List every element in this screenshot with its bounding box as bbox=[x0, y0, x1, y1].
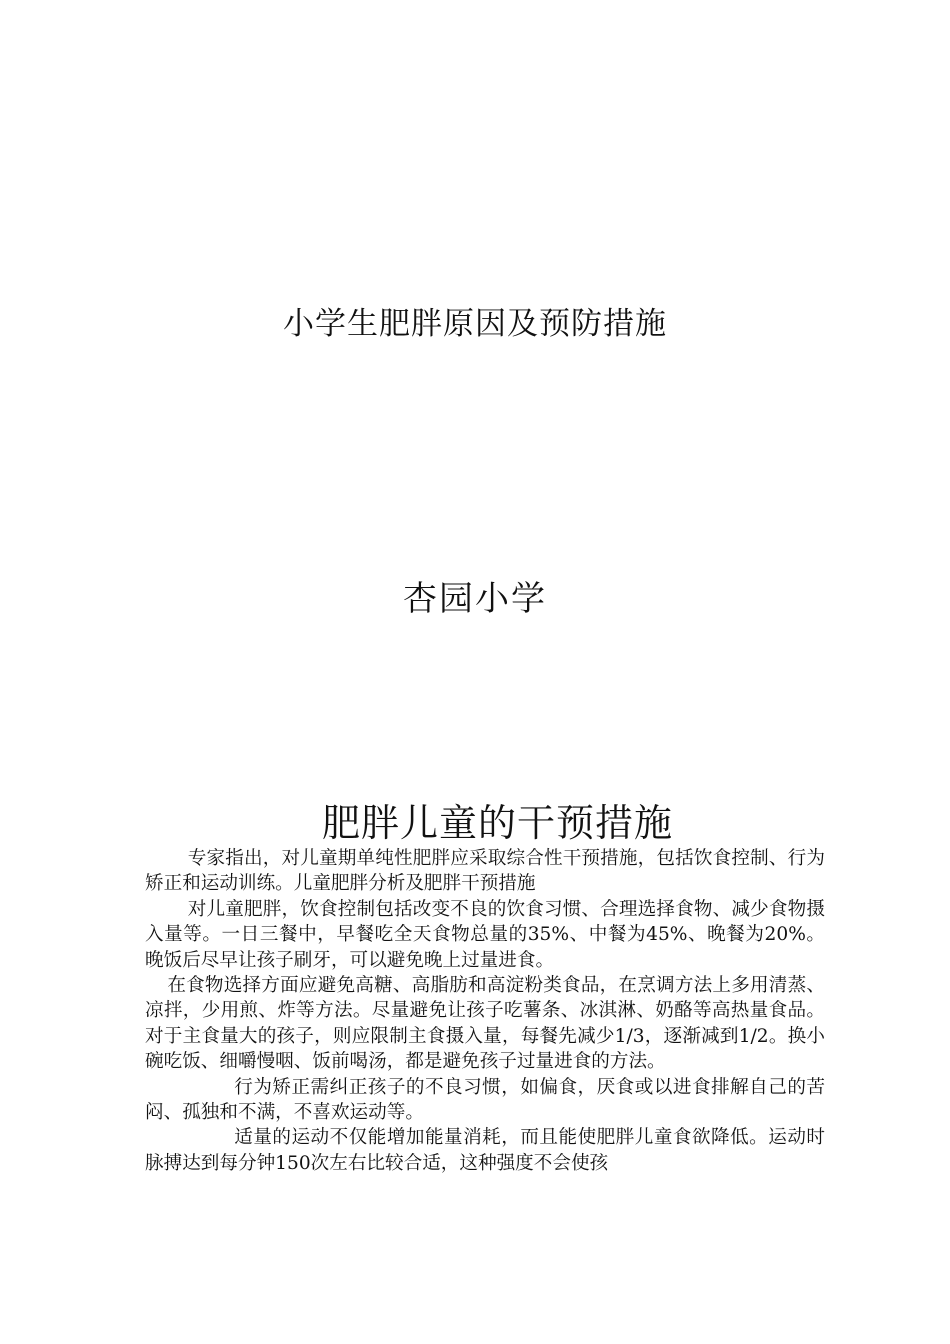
section-heading: 肥胖儿童的干预措施 bbox=[321, 801, 673, 845]
paragraph: 适量的运动不仅能增加能量消耗，而且能使肥胖儿童食欲降低。运动时脉搏达到每分钟150次左右比较合适，这种强度不会使孩 bbox=[145, 1127, 825, 1174]
school-name: 杏园小学 bbox=[403, 579, 547, 619]
paragraph: 在食物选择方面应避免高糖、高脂肪和高淀粉类食品，在烹调方法上多用清蒸、凉拌，少用煎、炸等方法。尽量避免让孩子吃薯条、冰淇淋、奶酪等高热量食品。对于主食量大的孩子，则应限制主食摄入量，每餐先减少1/3，逐渐减到1/2。换小碗吃饭、细嚼慢咽、饭前喝汤，都是避免孩子过量进食的方法。 bbox=[145, 975, 825, 1073]
paragraph: 对儿童肥胖，饮食控制包括改变不良的饮食习惯、合理选择食物、减少食物摄入量等。一日三餐中，早餐吃全天食物总量的35%、中餐为45%、晚餐为20%。晚饭后尽早让孩子刷牙，可以避免晚上过量进食。 bbox=[145, 898, 825, 971]
paragraph: 专家指出，对儿童期单纯性肥胖应采取综合性干预措施，包括饮食控制、行为矫正和运动训练。儿童肥胖分析及肥胖干预措施 bbox=[145, 848, 825, 895]
body-text bbox=[145, 846, 825, 1176]
paragraph: 行为矫正需纠正孩子的不良习惯，如偏食，厌食或以进食排解自己的苦闷、孤独和不满，不喜欢运动等。 bbox=[145, 1076, 825, 1124]
document-title: 小学生肥胖原因及预防措施 bbox=[283, 306, 667, 342]
